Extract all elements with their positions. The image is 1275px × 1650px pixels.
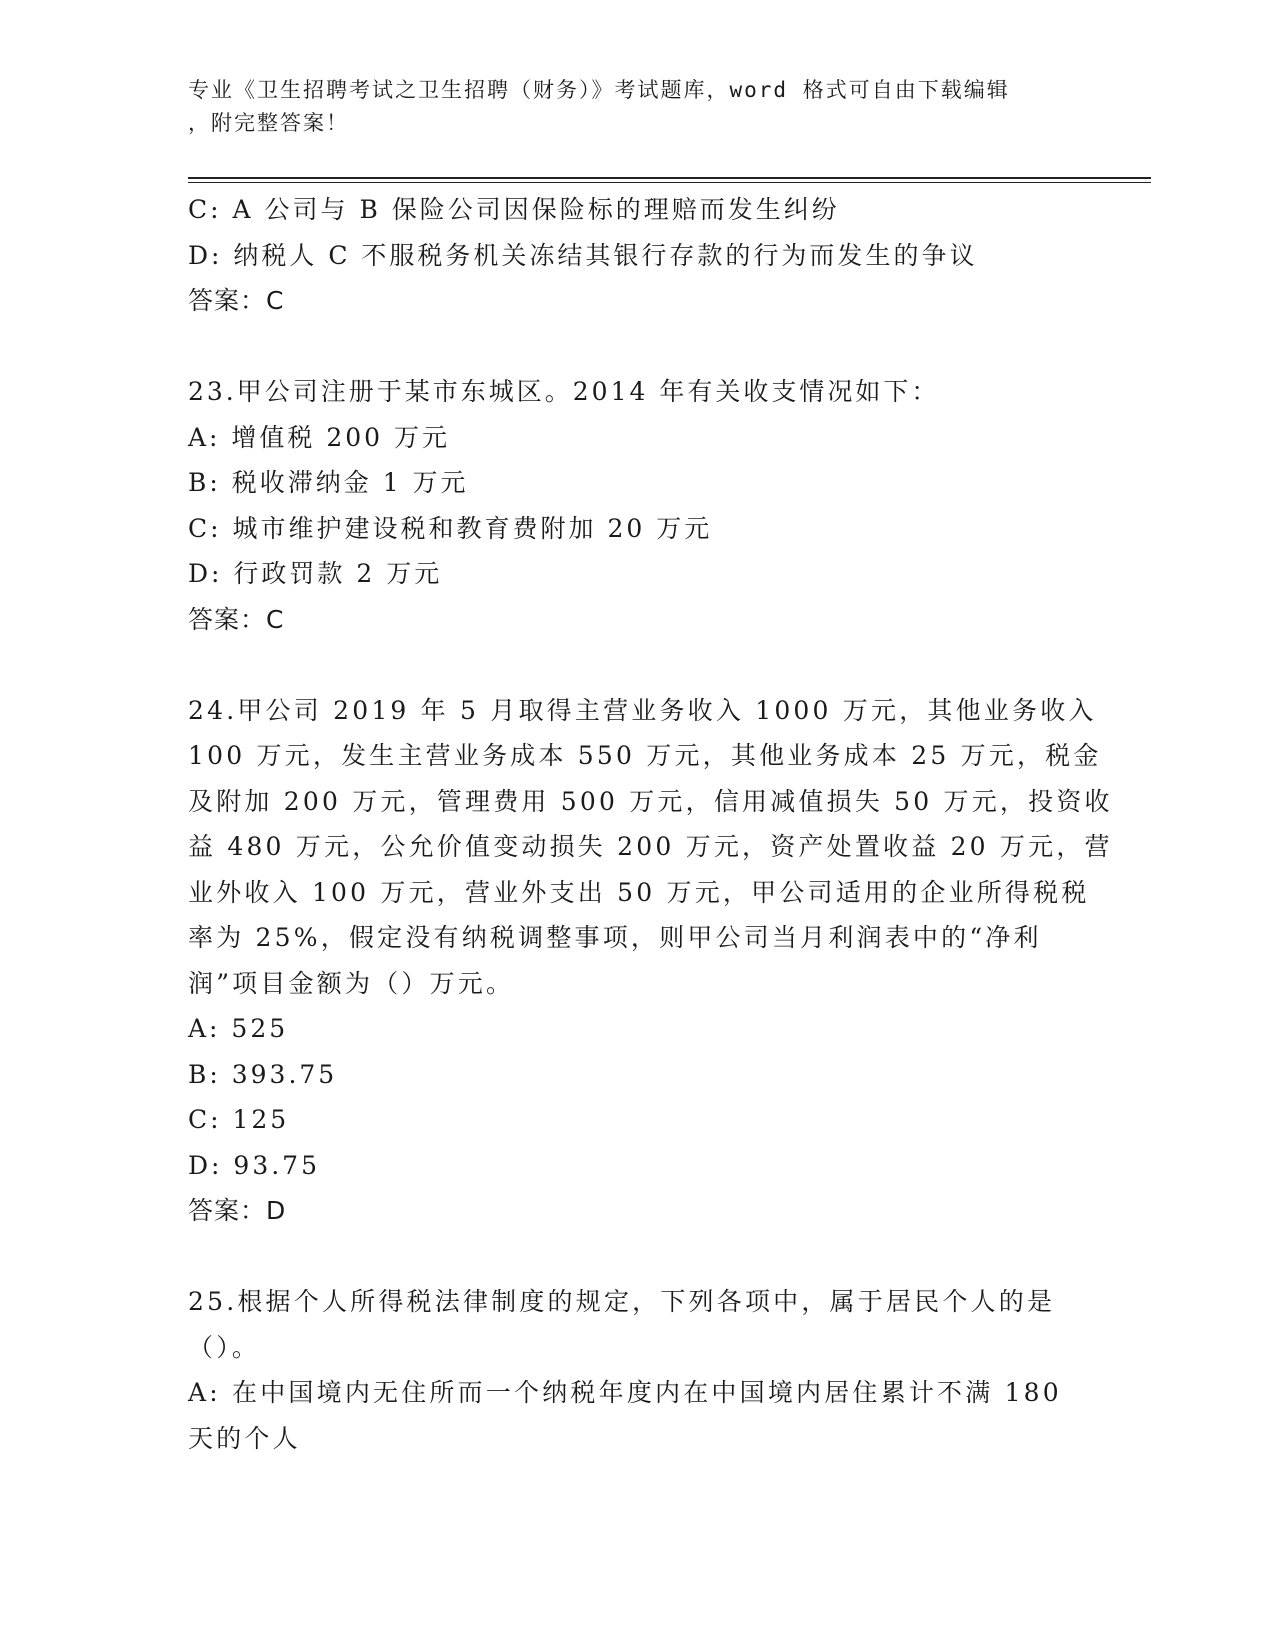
question-stem-line: 100 万元，发生主营业务成本 550 万元，其他业务成本 25 万元，税金 [188, 741, 1102, 770]
option-c: C: 125 [188, 1105, 290, 1134]
option-c: C: A 公司与 B 保险公司因保险标的理赔而发生纠纷 [188, 195, 840, 224]
question-stem-line: 24.甲公司 2019 年 5 月取得主营业务收入 1000 万元，其他业务收入 [188, 695, 1097, 725]
document-header [188, 74, 1068, 140]
question-stem-line: 及附加 200 万元，管理费用 500 万元，信用减值损失 50 万元，投资收 [188, 786, 1113, 816]
answer: 答案：C [188, 604, 285, 634]
question-stem-line: 率为 25%，假定没有纳税调整事项，则甲公司当月利润表中的“净利 [188, 923, 1042, 952]
option-a: A: 增值税 200 万元 [188, 422, 451, 452]
option-a-line: 天的个人 [188, 1423, 301, 1453]
spacer [188, 324, 1068, 370]
option-d: D: 纳税人 C 不服税务机关冻结其银行存款的行为而发生的争议 [188, 240, 978, 270]
option-a-line: A: 在中国境内无住所而一个纳税年度内在中国境内居住累计不满 180 [188, 1378, 1062, 1407]
header-rule-secondary [188, 182, 1151, 183]
question-stem: 23.甲公司注册于某市东城区。2014 年有关收支情况如下： [188, 377, 940, 406]
document-body [188, 187, 1113, 1461]
answer: 答案：D [188, 1196, 287, 1225]
option-a: A: 525 [188, 1014, 289, 1043]
header-line-1: 专业《卫生招聘考试之卫生招聘（财务）》考试题库，word 格式可自由下载编辑 [188, 78, 1010, 102]
question-24 [188, 688, 1113, 1234]
header-rule [188, 177, 1151, 179]
option-c: C: 城市维护建设税和教育费附加 20 万元 [188, 513, 713, 543]
question-stem-line: 业外收入 100 万元，营业外支出 50 万元，甲公司适用的企业所得税税 [188, 877, 1090, 907]
question-stem-line: （）。 [188, 1332, 261, 1362]
option-d: D: 行政罚款 2 万元 [188, 559, 443, 588]
question-22-tail [188, 187, 1068, 324]
option-d: D: 93.75 [188, 1150, 320, 1180]
header-line-2: ，附完整答案！ [188, 111, 349, 135]
spacer [188, 1234, 1068, 1280]
spacer [188, 642, 1068, 688]
question-stem-line: 润”项目金额为（）万元。 [188, 968, 515, 998]
question-25 [188, 1279, 1068, 1461]
option-b: B: 393.75 [188, 1059, 338, 1089]
option-b: B: 税收滞纳金 1 万元 [188, 468, 469, 497]
question-23 [188, 369, 1068, 642]
question-stem-line: 益 480 万元，公允价值变动损失 200 万元，资产处置收益 20 万元，营 [188, 832, 1113, 861]
question-stem-line: 25.根据个人所得税法律制度的规定，下列各项中，属于居民个人的是 [188, 1287, 1056, 1316]
answer: 答案：C [188, 286, 285, 315]
